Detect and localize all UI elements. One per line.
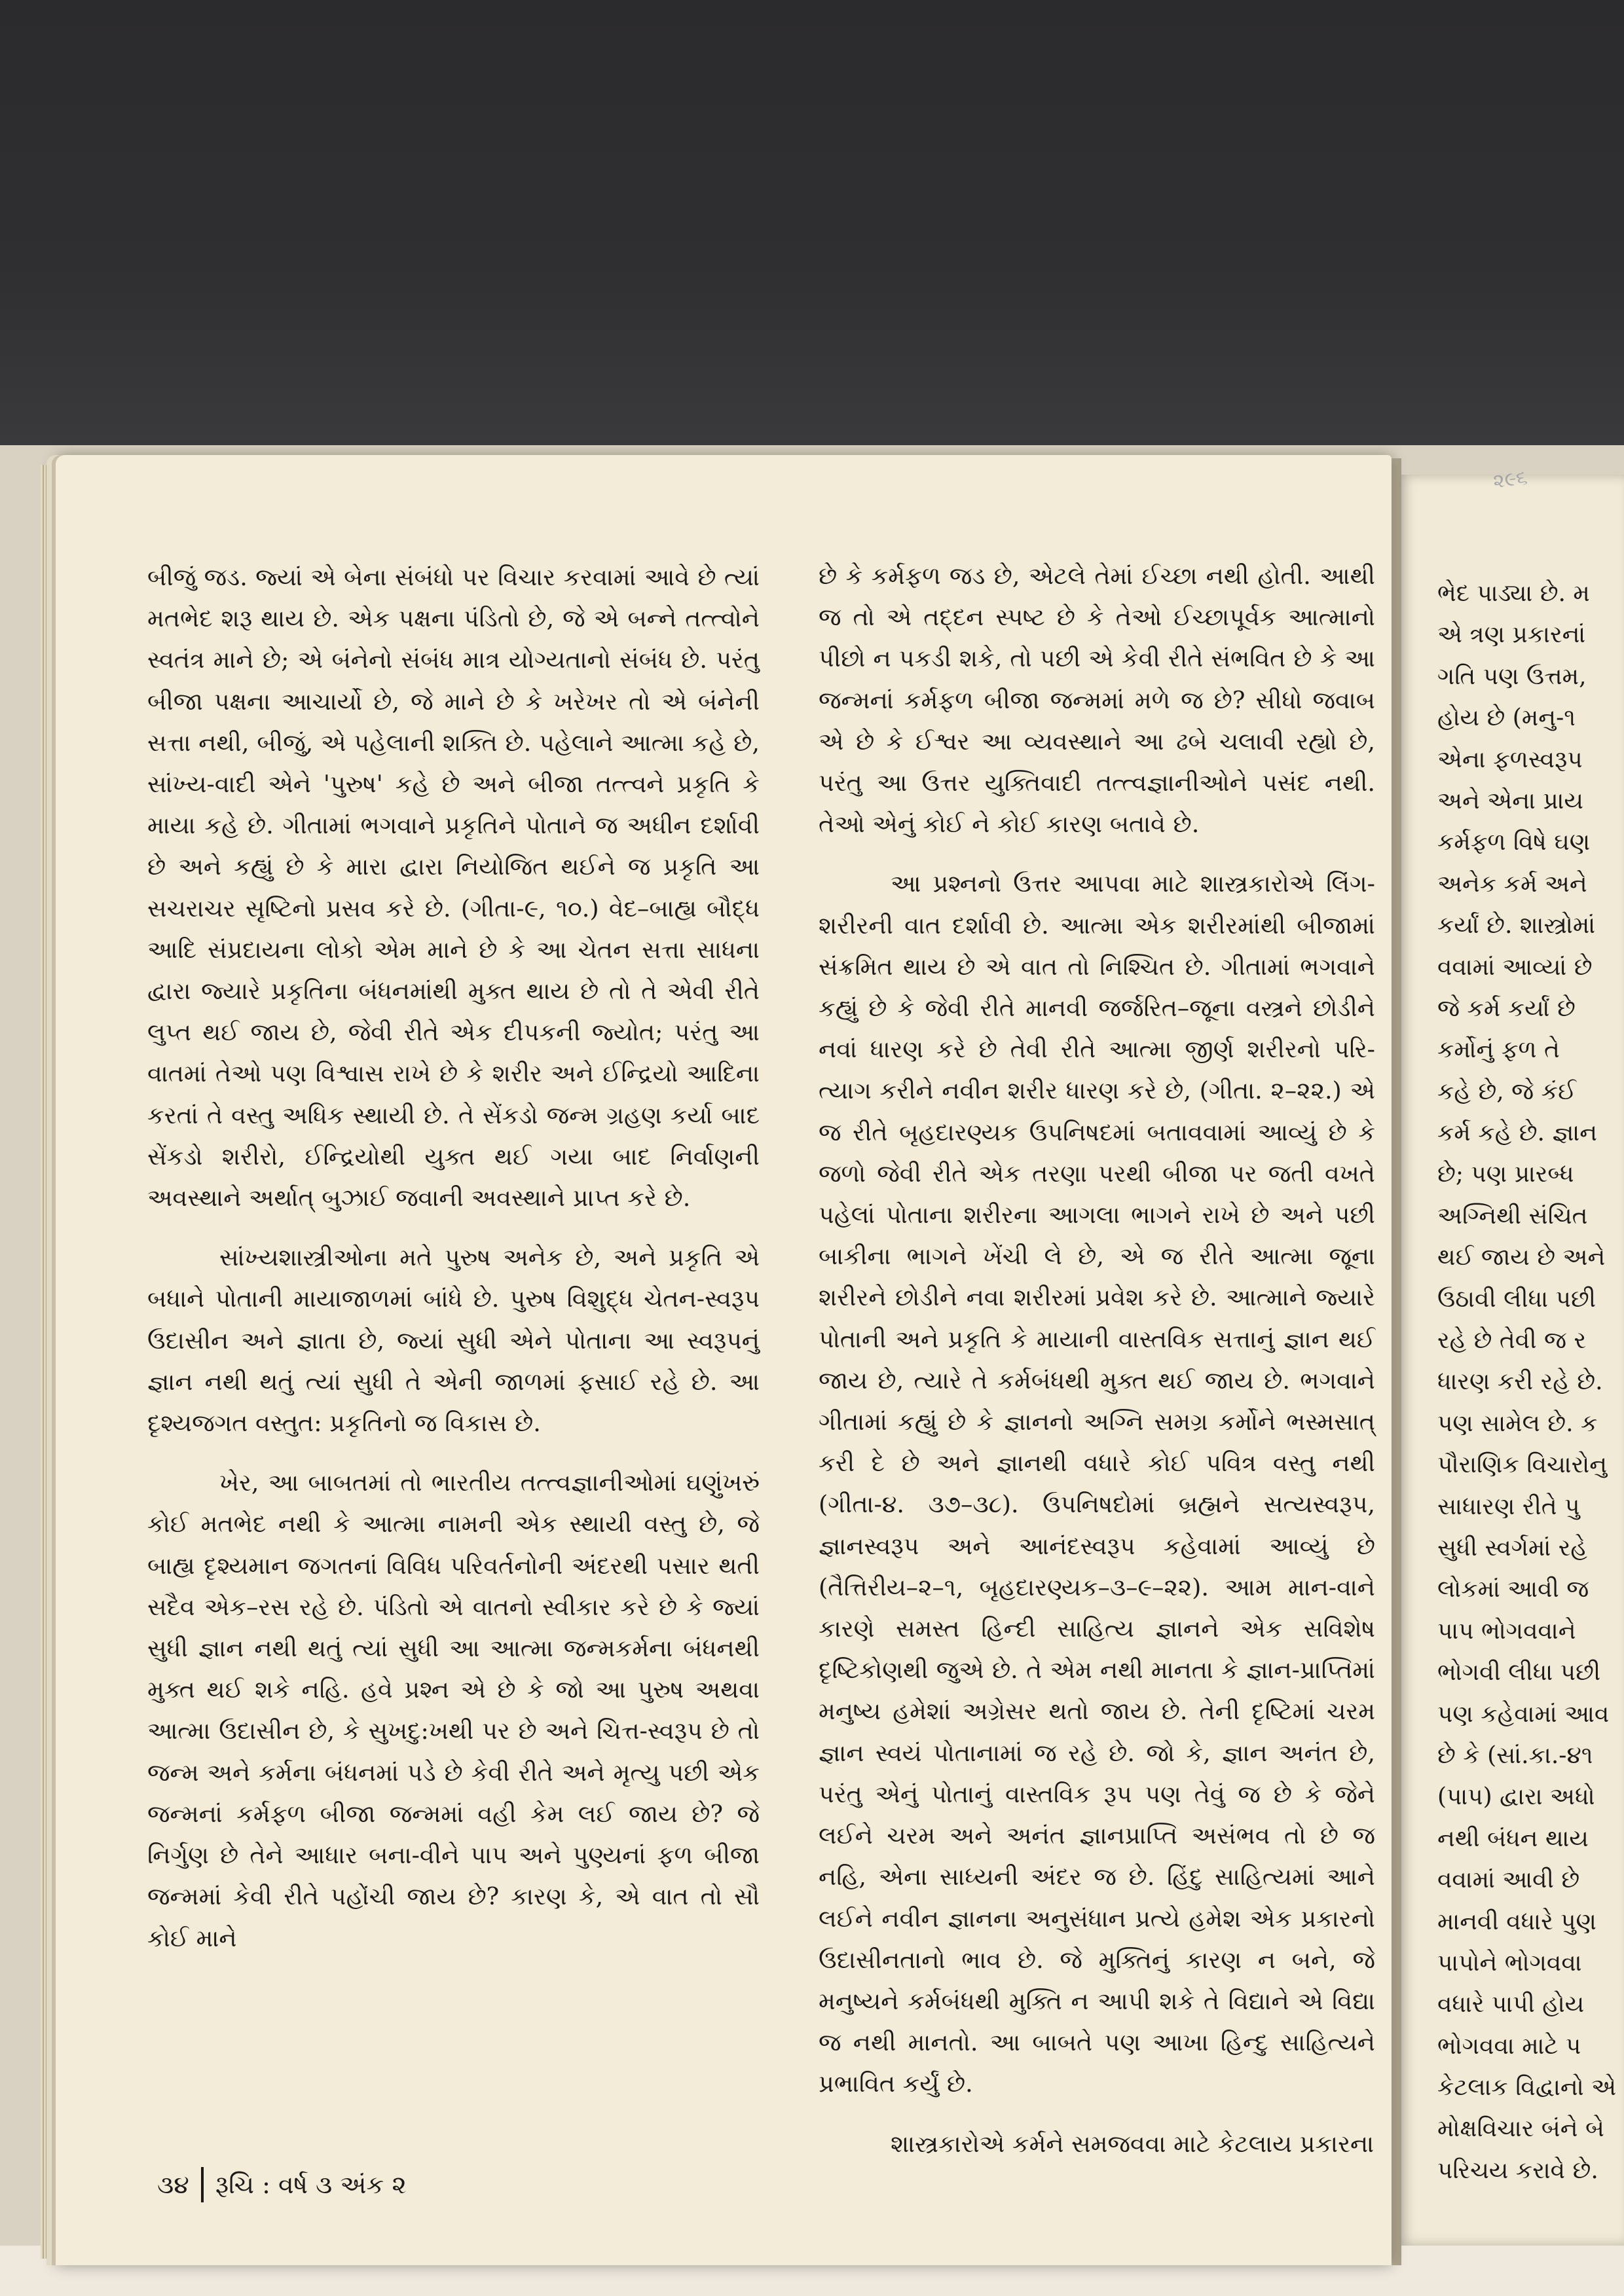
facing-page-line: વવામાં આવ્યાં છે [1437,953,1593,981]
facing-page-line: સાધારણ રીતે પુ [1437,1493,1580,1520]
paragraph: છે કે કર્મફળ જડ છે, એટલે તેમાં ઈચ્છા નથી હોતી. આથી જ તો એ તદ્દન સ્પષ્ટ છે કે તેઓ ઈચ્છાપૂર્વક આત્માનો પીછો ન પકડી શકે, તો પછી એ કેવી રીતે સંભવિત છે કે આ જન્મનાં કર્મફળ બીજા જન્મમાં મળે જ છે? સીધો જવાબ એ છે કે ઈશ્વર આ વ્યવસ્થાને આ ઢબે ચલાવી રહ્યો છે, પરંતુ આ ઉત્તર યુક્તિવાદી તત્ત્વજ્ઞાનીઓને પસંદ નથી. તેઓ એનું કોઈ ને કોઈ કારણ બતાવે છે. [819,562,1375,839]
facing-page-line: વધારે પાપી હોય [1437,1991,1585,2018]
paragraph: સાંખ્યશાસ્ત્રીઓના મતે પુરુષ અનેક છે, અને પ્રકૃતિ એ બધાને પોતાની માયાજાળમાં બાંધે છે. પુરુષ વિશુદ્ધ ચેતન-સ્વરૂપ ઉદાસીન અને જ્ઞાતા છે, જ્યાં સુધી એને પોતાના આ સ્વરૂપનું જ્ઞાન નથી થતું ત્યાં સુધી તે એની જાળમાં ફસાઈ રહે છે. આ દૃશ્યજગત વસ્તુત: પ્રકૃતિનો જ વિકાસ છે. [147,1243,760,1438]
facing-page-line: અગ્નિથી સંચિત [1437,1202,1588,1230]
facing-page-text [1437,573,1624,2191]
paragraph: બીજું જડ. જ્યાં એ બેના સંબંધો પર વિચાર કરવામાં આવે છે ત્યાં મતભેદ શરૂ થાય છે. એક પક્ષના પંડિતો છે, જે એ બન્ને તત્ત્વોને સ્વતંત્ર માને છે; એ બંનેનો સંબંધ માત્ર યોગ્યતાનો સંબંધ છે. પરંતુ બીજા પક્ષના આચાર્યો છે, જે માને છે કે ખરેખર તો એ બંનેની સત્તા નથી, બીજું, એ પહેલાની શક્તિ છે. પહેલાને આત્મા કહે છે, સાંખ્ય-વાદી એને 'પુરુષ' કહે છે અને બીજા તત્ત્વને પ્રકૃતિ કે માયા કહે છે. ગીતામાં ભગવાને પ્રકૃતિને પોતાને જ અધીન દર્શાવી છે અને કહ્યું છે કે મારા દ્વારા નિયોજિત થઈને જ પ્રકૃતિ આ સચરાચર સૃષ્ટિનો પ્રસવ કરે છે. (ગીતા-૯, ૧૦.) વેદ–બાહ્ય બૌદ્ધ આદિ સંપ્રદાયના લોકો એમ માને છે કે આ ચેતન સત્તા સાધના દ્વારા જ્યારે પ્રકૃતિના બંધનમાંથી મુક્ત થાય છે તો તે એવી રીતે લુપ્ત થઈ જાય છે, જેવી રીતે એક દીપકની જ્યોત; પરંતુ આ વાતમાં તેઓ પણ વિશ્વાસ રાખે છે કે શરીર અને ઈન્દ્રિયો આદિના કરતાં તે વસ્તુ અધિક સ્થાયી છે. તે સેંકડો જન્મ ગ્રહણ કર્યા બાદ સેંકડો શરીરો, ઈન્દ્રિયોથી યુક્ત થઈ ગયા બાદ નિર્વાણની અવસ્થાને અર્થાત્ બુઝાઈ જવાની અવસ્થાને પ્રાપ્ત કરે છે. [147,563,760,1212]
paragraph: ખેર, આ બાબતમાં તો ભારતીય તત્ત્વજ્ઞાનીઓમાં ઘણુંખરું કોઈ મતભેદ નથી કે આત્મા નામની એક સ્થાયી વસ્તુ છે, જે બાહ્ય દૃશ્યમાન જગતનાં વિવિધ પરિવર્તનોની અંદરથી પસાર થતી સદૈવ એક–રસ રહે છે. પંડિતો એ વાતનો સ્વીકાર કરે છે કે જ્યાં સુધી જ્ઞાન નથી થતું ત્યાં સુધી આ આત્મા જન્મકર્મના બંધનથી મુક્ત થઈ શકે નહિ. હવે પ્રશ્ન એ છે કે જો આ પુરુષ અથવા આત્મા ઉદાસીન છે, કે સુખદુ:ખથી પર છે અને ચિત્ત-સ્વરૂપ છે તો જન્મ અને કર્મના બંધનમાં પડે છે કેવી રીતે અને મૃત્યુ પછી એક જન્મનાં કર્મફળ બીજા જન્મમાં વહી કેમ લઈ જાય છે? જે નિર્ગુણ છે તેને આધાર બના-વીને પાપ અને પુણ્યનાં ફળ બીજા જન્મમાં કેવી રીતે પહોંચી જાય છે? કારણ કે, એ વાત તો સૌ કોઈ માને [147,1468,760,1952]
facing-page-line: કહે છે, જે કંઈ [1437,1078,1576,1105]
facing-page-line: પરિચય કરાવે છે. [1437,2157,1598,2184]
facing-page-line: પાપોને ભોગવવા [1437,1949,1582,1977]
footer-divider [201,2167,204,2202]
handwritten-note: ૨૯૬ [1491,465,1529,494]
facing-page-line: ઉઠાવી લીધા પછી [1437,1285,1596,1313]
facing-page-line: થઈ જાય છે અને [1437,1244,1606,1271]
facing-page-line: છે કે (સાં.કા.-૪૧ [1437,1741,1593,1769]
facing-page-line: ભેદ પાડ્યા છે. મ [1437,580,1590,607]
facing-page-line: પૌરાણિક વિચારોનુ [1437,1451,1608,1479]
facing-page-line: કર્યાં છે. શાસ્ત્રોમાં [1437,912,1596,939]
facing-page-line: જે કર્મ કર્યાં છે [1437,994,1576,1022]
facing-page-line: કેટલાક વિદ્વાનો એ [1437,2074,1617,2102]
facing-page-line: એ ત્રણ પ્રકારનાં [1437,621,1586,649]
facing-page-line: કર્મફળ વિષે ઘણ [1437,829,1591,856]
facing-page-line: પાપ ભોગવવાને [1437,1617,1576,1645]
journal-name: રૂચિ : વર્ષ ૩ અંક ૨ [215,2170,407,2199]
page-footer [157,2167,407,2202]
facing-page-line: ભોગવવા માટે પ [1437,2032,1581,2060]
dark-background [0,0,1624,445]
facing-page-line: એના ફળસ્વરૂપ [1437,746,1583,773]
facing-page-line: છે; પણ પ્રારબ્ધ [1437,1161,1574,1188]
facing-page-line: લોકમાં આવી જ [1437,1576,1589,1603]
facing-page-line: હોય છે (મનુ-૧ [1437,704,1576,732]
facing-page-line: કર્મ કહે છે. જ્ઞાન [1437,1120,1598,1147]
facing-page-line: ગતિ પણ ઉત્તમ, [1437,663,1587,690]
facing-page-line: અનેક કર્મ અને [1437,870,1587,898]
facing-page-line: કર્મોનું ફળ તે [1437,1036,1560,1064]
facing-page-line: પણ કહેવામાં આવ [1437,1700,1610,1728]
facing-page-line: (પાપ) દ્વારા અધો [1437,1783,1595,1811]
facing-page-line: પણ સામેલ છે. ક [1437,1410,1598,1437]
facing-page-line: નથી બંધન થાય [1437,1825,1589,1852]
facing-page-line: રહે છે તેવી જ ર [1437,1327,1587,1355]
paragraph: શાસ્ત્રકારોએ કર્મને સમજવવા માટે કેટલાય પ્રકારના [891,2129,1375,2158]
facing-page-line: અને એના પ્રાય [1437,787,1583,814]
right-text-column [819,555,1375,2183]
page-number: ૩૪ [157,2170,189,2199]
facing-page-line: મોક્ષવિચાર બંને બે [1437,2115,1604,2143]
facing-page-line: ભોગવી લીધા પછી [1437,1659,1601,1686]
facing-page-line: ધારણ કરી રહે છે. [1437,1368,1603,1396]
facing-page-line: માનવી વધારે પુણ [1437,1908,1596,1935]
facing-page-line: વવામાં આવી છે [1437,1867,1580,1894]
paragraph: આ પ્રશ્નનો ઉત્તર આપવા માટે શાસ્ત્રકારોએ લિંગ-શરીરની વાત દર્શાવી છે. આત્મા એક શરીરમાંથી બીજામાં સંક્રમિત થાય છે એ વાત તો નિશ્ચિત છે. ગીતામાં ભગવાને કહ્યું છે કે જેવી રીતે માનવી જર્જરિત–જૂના વસ્ત્રને છોડીને નવાં ધારણ કરે છે તેવી રીતે આત્મા જીર્ણ શરીરનો પરિ-ત્યાગ કરીને નવીન શરીર ધારણ કરે છે, (ગીતા. ૨–૨૨.) એ જ રીતે બૃહદારણ્યક ઉપનિષદમાં બતાવવામાં આવ્યું છે કે જળો જેવી રીતે એક તરણા પરથી બીજા પર જતી વખતે પહેલાં પોતાના શરીરના આગલા ભાગને રાખે છે અને પછી બાકીના ભાગને ખેંચી લે છે, એ જ રીતે આત્મા જૂના શરીરને છોડીને નવા શરીરમાં પ્રવેશ કરે છે. આત્માને જ્યારે પોતાની અને પ્રકૃતિ કે માયાની વાસ્તવિક સત્તાનું જ્ઞાન થઈ જાય છે, ત્યારે તે કર્મબંધથી મુક્ત થઈ જાય છે. ભગવાને ગીતામાં કહ્યું છે કે જ્ઞાનનો અગ્નિ સમગ્ર કર્મોને ભસ્મસાત્ કરી દે છે અને જ્ઞાનથી વધારે કોઈ પવિત્ર વસ્તુ નથી (ગીતા-૪. ૩૭–૩૮). ઉપનિષદોમાં બ્રહ્મને સત્યસ્વરૂપ, જ્ઞાનસ્વરૂપ અને આનંદસ્વરૂપ કહેવામાં આવ્યું છે (તૈત્તિરીય–૨–૧, બૃહદારણ્યક–૩–૯–૨૨). આમ માન-વાને કારણે સમસ્ત હિન્દી સાહિત્ય જ્ઞાનને એક સવિશેષ દૃષ્ટિકોણથી જુએ છે. તે એમ નથી માનતા કે જ્ઞાન-પ્રાપ્તિમાં મનુષ્ય હમેશાં અગ્રેસર થતો જાય છે. તેની દૃષ્ટિમાં ચરમ જ્ઞાન સ્વયં પોતાનામાં જ રહે છે. જો કે, જ્ઞાન અનંત છે, પરંતુ એનું પોતાનું વાસ્તવિક રૂપ પણ તેવું જ છે કે જેને લઈને ચરમ અને અનંત જ્ઞાનપ્રાપ્તિ અસંભવ તો છે જ નહિ, એના સાધ્યની અંદર જ છે. હિંદુ સાહિત્યમાં આને લઈને નવીન જ્ઞાનના અનુસંધાન પ્રત્યે હમેશ એક પ્રકારનો ઉદાસીનતાનો ભાવ છે. જે મુક્તિનું કારણ ન બને, જે મનુષ્યને કર્મબંધથી મુક્તિ ન આપી શકે તે વિદ્યાને એ વિદ્યા જ નથી માનતો. આ બાબતે પણ આખા હિન્દુ સાહિત્યને પ્રભાવિત કર્યું છે. [819,869,1375,2098]
facing-page-line: સુધી સ્વર્ગમાં રહે [1437,1534,1587,1561]
left-text-column [147,556,760,1977]
